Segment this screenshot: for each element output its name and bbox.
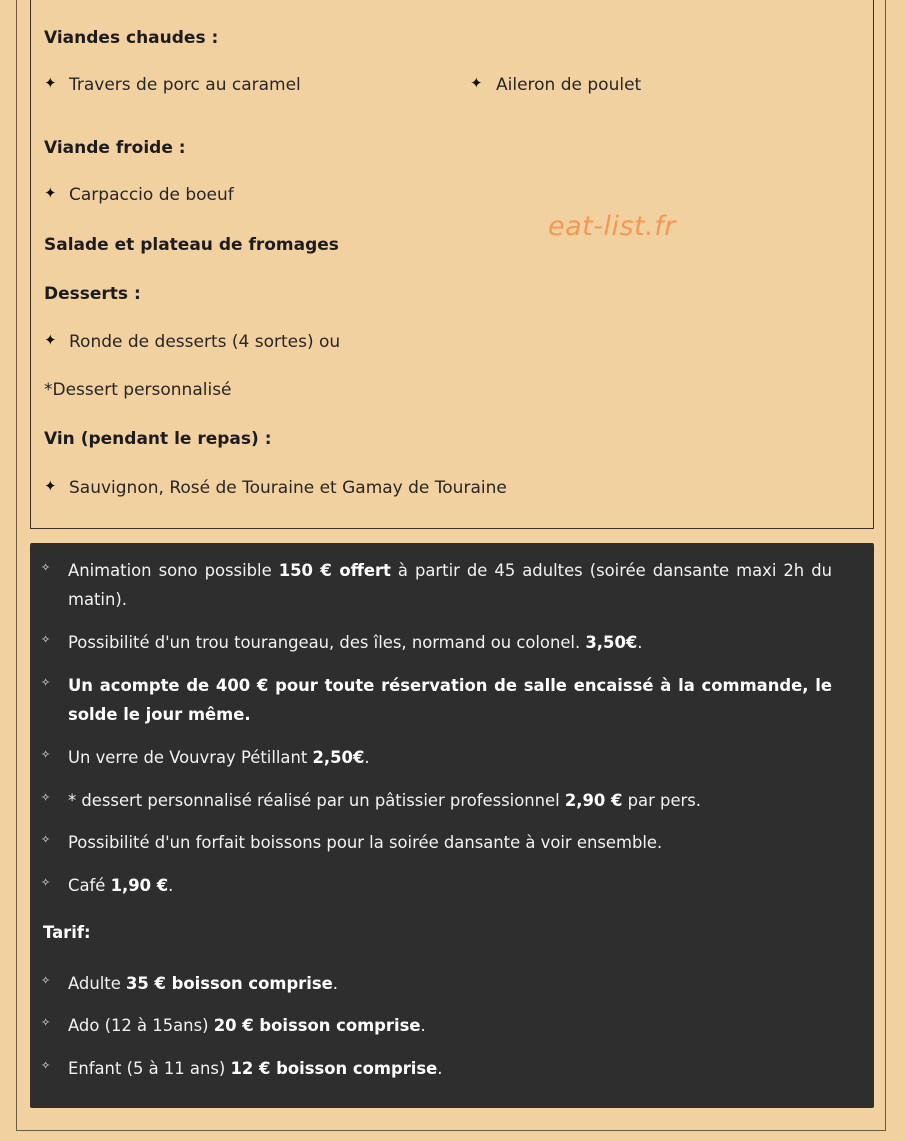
dessert-note: *Dessert personnalisé (44, 380, 232, 400)
hot-meats-heading: Viandes chaudes : (44, 28, 219, 48)
sparkle-bullet-icon: ✧ (41, 676, 51, 689)
sparkle-bullet-icon: ✧ (41, 748, 51, 761)
desserts-heading: Desserts : (44, 284, 141, 304)
tarif-row: ✧ Enfant (5 à 11 ans) 12 € boisson comprise. (37, 1054, 832, 1083)
star-bullet-icon: ✦ (44, 184, 57, 202)
star-bullet-icon: ✦ (44, 477, 57, 495)
note-item: ✧ Café 1,90 €. (37, 871, 832, 900)
note-item: ✧ Possibilité d'un forfait boissons pour la soirée dansante à voir ensemble. (37, 828, 832, 857)
watermark: eat-list.fr (548, 211, 676, 242)
sparkle-bullet-icon: ✧ (41, 833, 51, 846)
sparkle-bullet-icon: ✧ (41, 876, 51, 889)
menu-item: Aileron de poulet (496, 75, 642, 95)
sparkle-bullet-icon: ✧ (41, 561, 51, 574)
star-bullet-icon: ✦ (470, 74, 483, 92)
note-item: ✧ * dessert personnalisé réalisé par un pâtissier professionnel 2,90 € par pers. (37, 786, 832, 815)
sparkle-bullet-icon: ✧ (41, 974, 51, 987)
tarif-row: ✧ Adulte 35 € boisson comprise. (37, 969, 832, 998)
star-bullet-icon: ✦ (44, 74, 57, 92)
salad-cheese-heading: Salade et plateau de fromages (44, 235, 339, 255)
tarif-row: ✧ Ado (12 à 15ans) 20 € boisson comprise. (37, 1011, 832, 1040)
menu-item: Carpaccio de boeuf (69, 185, 234, 205)
note-item: ✧ Animation sono possible 150 € offert à partir de 45 adultes (soirée dansante maxi 2h du matin). (37, 556, 832, 614)
menu-item: Sauvignon, Rosé de Touraine et Gamay de Touraine (69, 478, 507, 498)
menu-item: Ronde de desserts (4 sortes) ou (69, 332, 341, 352)
tarif-heading: Tarif: (43, 923, 91, 942)
wine-heading: Vin (pendant le repas) : (44, 429, 272, 449)
menu-item: Travers de porc au caramel (69, 75, 301, 95)
note-item: ✧ Possibilité d'un trou tourangeau, des îles, normand ou colonel. 3,50€. (37, 628, 832, 657)
note-item: ✧ Un acompte de 400 € pour toute réservation de salle encaissé à la commande, le solde le jour même. (37, 671, 832, 729)
sparkle-bullet-icon: ✧ (41, 1016, 51, 1029)
sparkle-bullet-icon: ✧ (41, 791, 51, 804)
cold-meat-heading: Viande froide : (44, 138, 186, 158)
sparkle-bullet-icon: ✧ (41, 1059, 51, 1072)
note-item: ✧ Un verre de Vouvray Pétillant 2,50€. (37, 743, 832, 772)
sparkle-bullet-icon: ✧ (41, 633, 51, 646)
star-bullet-icon: ✦ (44, 331, 57, 349)
